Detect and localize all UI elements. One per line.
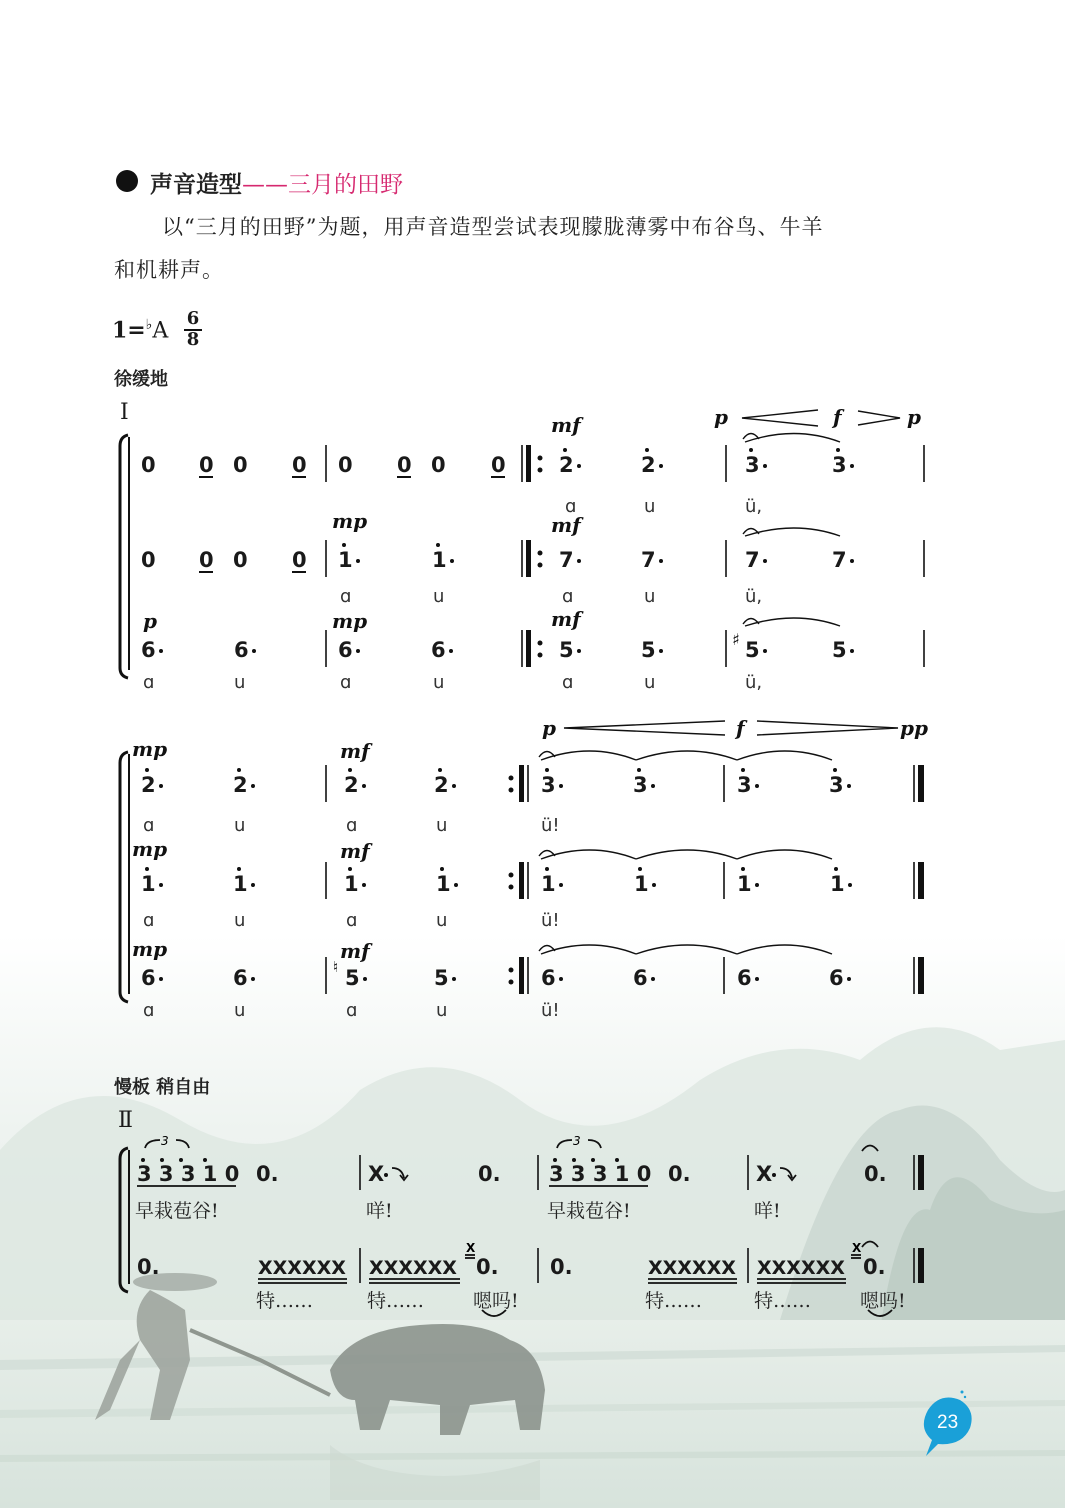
crescendo-hairpin bbox=[742, 410, 818, 426]
lyric: ɑ bbox=[143, 815, 155, 836]
note: 6 bbox=[737, 966, 752, 990]
note: 2 bbox=[344, 773, 359, 797]
dynamic: f bbox=[736, 716, 745, 740]
lyric-te: 特…… bbox=[367, 1290, 425, 1312]
note: 2 bbox=[641, 453, 656, 477]
note-group: XXXXXX bbox=[648, 1257, 736, 1279]
lyric: u bbox=[436, 1000, 448, 1021]
lyric: u bbox=[234, 672, 246, 693]
tie bbox=[745, 528, 840, 536]
note: 6 bbox=[141, 638, 156, 662]
lyric-te: 特…… bbox=[754, 1290, 812, 1312]
lyric: ü! bbox=[541, 910, 560, 931]
tempo-marking-2: 慢板 稍自由 bbox=[114, 1077, 211, 1098]
lyric: u bbox=[436, 910, 448, 931]
note: 3 bbox=[633, 773, 648, 797]
note: 6 bbox=[633, 966, 648, 990]
note: 3 bbox=[541, 773, 556, 797]
lyric: u bbox=[433, 586, 445, 607]
lyric: ɑ bbox=[562, 672, 574, 693]
tie bbox=[541, 751, 636, 760]
dynamic: mf bbox=[340, 939, 370, 963]
note: 6 bbox=[431, 638, 446, 662]
note: 0 bbox=[491, 453, 506, 477]
note: 7 bbox=[832, 548, 847, 572]
section-title-dash: —— bbox=[242, 172, 288, 198]
note: 6 bbox=[829, 966, 844, 990]
note: 7 bbox=[641, 548, 656, 572]
lyric: u bbox=[436, 815, 448, 836]
decrescendo-hairpin bbox=[757, 721, 898, 735]
dynamic: p bbox=[143, 609, 157, 633]
repeat-thick bbox=[526, 630, 531, 667]
section-title-main: 声音造型 bbox=[150, 172, 242, 198]
note: 1 bbox=[541, 872, 556, 896]
note: 0 bbox=[199, 453, 214, 477]
lyric: ɑ bbox=[346, 815, 358, 836]
note: 0. bbox=[864, 1162, 887, 1186]
lyric: ɑ bbox=[562, 586, 574, 607]
tempo-marking-1: 徐缓地 bbox=[114, 369, 168, 390]
lyric-en: 嗯吗! bbox=[473, 1290, 519, 1312]
lyric-te: 特…… bbox=[256, 1290, 314, 1312]
lyric: u bbox=[234, 1000, 246, 1021]
lyric: ɑ bbox=[346, 910, 358, 931]
note: 0 bbox=[397, 453, 412, 477]
crescendo-hairpin bbox=[564, 721, 725, 735]
note: 0. bbox=[668, 1162, 691, 1186]
dynamic: mp bbox=[332, 509, 368, 533]
lyric: u bbox=[644, 672, 656, 693]
note: 1 bbox=[634, 872, 649, 896]
lyric-en: 嗯吗! bbox=[860, 1290, 906, 1312]
system-bracket bbox=[120, 752, 128, 1002]
part-numeral-2: Ⅱ bbox=[118, 1108, 133, 1133]
lyric: u bbox=[234, 910, 246, 931]
tie bbox=[737, 751, 832, 760]
repeat-thick bbox=[526, 540, 531, 577]
dynamic: mf bbox=[551, 513, 581, 537]
lyric-te: 特…… bbox=[645, 1290, 703, 1312]
note: 1 bbox=[432, 548, 447, 572]
lyric-hey: 咩! bbox=[754, 1200, 781, 1222]
tie bbox=[636, 751, 737, 760]
note: 0. bbox=[863, 1255, 886, 1279]
tie bbox=[745, 618, 840, 626]
note: 0 bbox=[338, 453, 353, 477]
lyric: ü, bbox=[745, 672, 763, 693]
note: 6 bbox=[141, 966, 156, 990]
natural-accidental: ♮ bbox=[333, 958, 339, 976]
time-top: 6 bbox=[186, 308, 200, 329]
lyric: ɑ bbox=[346, 1000, 358, 1021]
sharp-accidental: ♯ bbox=[732, 630, 740, 649]
note: 6 bbox=[233, 966, 248, 990]
dynamic: mp bbox=[132, 737, 168, 761]
note: 0 bbox=[141, 548, 156, 572]
note: 5 bbox=[345, 966, 360, 990]
lyric: ü! bbox=[541, 815, 560, 836]
cuckoo-notes: 3 3 3 1 0 bbox=[137, 1162, 240, 1186]
note-group: XXXXXX bbox=[369, 1257, 457, 1279]
grace-note: X bbox=[466, 1241, 476, 1255]
note: 3 bbox=[829, 773, 844, 797]
note: 0 bbox=[199, 548, 214, 572]
dynamic: f bbox=[833, 405, 842, 429]
page-number-badge bbox=[918, 1388, 978, 1460]
note: 6 bbox=[234, 638, 249, 662]
lyric: ɑ bbox=[340, 672, 352, 693]
lyric: u bbox=[644, 496, 656, 517]
note: X bbox=[756, 1162, 773, 1186]
lyric: ü, bbox=[745, 496, 763, 517]
note: 7 bbox=[559, 548, 574, 572]
section-subtitle: 三月的田野 bbox=[288, 172, 403, 198]
note: 0 bbox=[431, 453, 446, 477]
dynamic: p bbox=[907, 405, 921, 429]
note: 1 bbox=[338, 548, 353, 572]
lyric: u bbox=[644, 586, 656, 607]
lyric: ɑ bbox=[143, 910, 155, 931]
note: 0 bbox=[141, 453, 156, 477]
dynamic: mf bbox=[340, 839, 370, 863]
triplet-mark: 3 bbox=[573, 1134, 581, 1148]
note: 5 bbox=[559, 638, 574, 662]
note: 5 bbox=[641, 638, 656, 662]
lyric: ü! bbox=[541, 1000, 560, 1021]
note: 6 bbox=[338, 638, 353, 662]
dynamic: mf bbox=[340, 739, 370, 763]
page-number: 23 bbox=[937, 1412, 959, 1433]
lyric: ɑ bbox=[340, 586, 352, 607]
note: 1 bbox=[436, 872, 451, 896]
key-flat: ♭ bbox=[145, 317, 153, 333]
dynamic: p bbox=[714, 405, 728, 429]
note: 0. bbox=[476, 1255, 499, 1279]
dynamic: mp bbox=[332, 609, 368, 633]
note: 3 bbox=[745, 453, 760, 477]
triplet-mark: 3 bbox=[161, 1134, 169, 1148]
lyric: ü, bbox=[745, 586, 763, 607]
note: 5 bbox=[832, 638, 847, 662]
lyric: u bbox=[433, 672, 445, 693]
note: 1 bbox=[830, 872, 845, 896]
note: 3 bbox=[737, 773, 752, 797]
note: 0. bbox=[478, 1162, 501, 1186]
lyric-cuckoo: 早栽苞谷! bbox=[135, 1200, 219, 1222]
note: 0 bbox=[292, 453, 307, 477]
note: 5 bbox=[745, 638, 760, 662]
note: 3 bbox=[832, 453, 847, 477]
note: 0. bbox=[137, 1255, 160, 1279]
lyric: ɑ bbox=[565, 496, 577, 517]
note: 7 bbox=[745, 548, 760, 572]
dynamic: pp bbox=[900, 716, 928, 740]
note: 1 bbox=[233, 872, 248, 896]
lyric: ɑ bbox=[143, 1000, 155, 1021]
dynamic: mp bbox=[132, 937, 168, 961]
note: 0 bbox=[233, 548, 248, 572]
intro-line-1: 以“三月的田野”为题，用声音造型尝试表现朦胧薄雾中布谷鸟、牛羊 bbox=[162, 215, 824, 239]
note-group: XXXXXX bbox=[258, 1257, 346, 1279]
note: 1 bbox=[737, 872, 752, 896]
note: 2 bbox=[434, 773, 449, 797]
dynamic: mp bbox=[132, 837, 168, 861]
note: 6 bbox=[541, 966, 556, 990]
note: 1 bbox=[141, 872, 156, 896]
note: 0 bbox=[292, 548, 307, 572]
dynamic: p bbox=[542, 716, 556, 740]
system-bracket bbox=[120, 435, 128, 678]
note: 1 bbox=[344, 872, 359, 896]
key-prefix: 1= bbox=[112, 317, 146, 344]
part-numeral-1: Ⅰ bbox=[120, 400, 129, 425]
cuckoo-notes: 3 3 3 1 0 bbox=[549, 1162, 652, 1186]
dynamic: mf bbox=[551, 607, 581, 631]
note: 5 bbox=[434, 966, 449, 990]
lyric-cuckoo: 早栽苞谷! bbox=[547, 1200, 631, 1222]
system-bracket bbox=[120, 1148, 128, 1292]
key-note: A bbox=[152, 318, 169, 344]
lyric: u bbox=[234, 815, 246, 836]
decrescendo-hairpin bbox=[858, 411, 900, 425]
note: 0 bbox=[233, 453, 248, 477]
tie bbox=[745, 434, 840, 443]
note: 2 bbox=[141, 773, 156, 797]
dynamic: mf bbox=[551, 413, 581, 437]
note: 2 bbox=[559, 453, 574, 477]
note: 0. bbox=[550, 1255, 573, 1279]
repeat-thick bbox=[526, 445, 531, 482]
note: 2 bbox=[233, 773, 248, 797]
intro-line-2: 和机耕声。 bbox=[114, 258, 224, 282]
note-group: XXXXXX bbox=[757, 1257, 845, 1279]
lyric: ɑ bbox=[143, 672, 155, 693]
note: 0. bbox=[256, 1162, 279, 1186]
note: X bbox=[368, 1162, 385, 1186]
grace-note: X bbox=[852, 1241, 862, 1255]
lyric-hey: 咩! bbox=[366, 1200, 393, 1222]
time-bottom: 8 bbox=[184, 329, 202, 349]
